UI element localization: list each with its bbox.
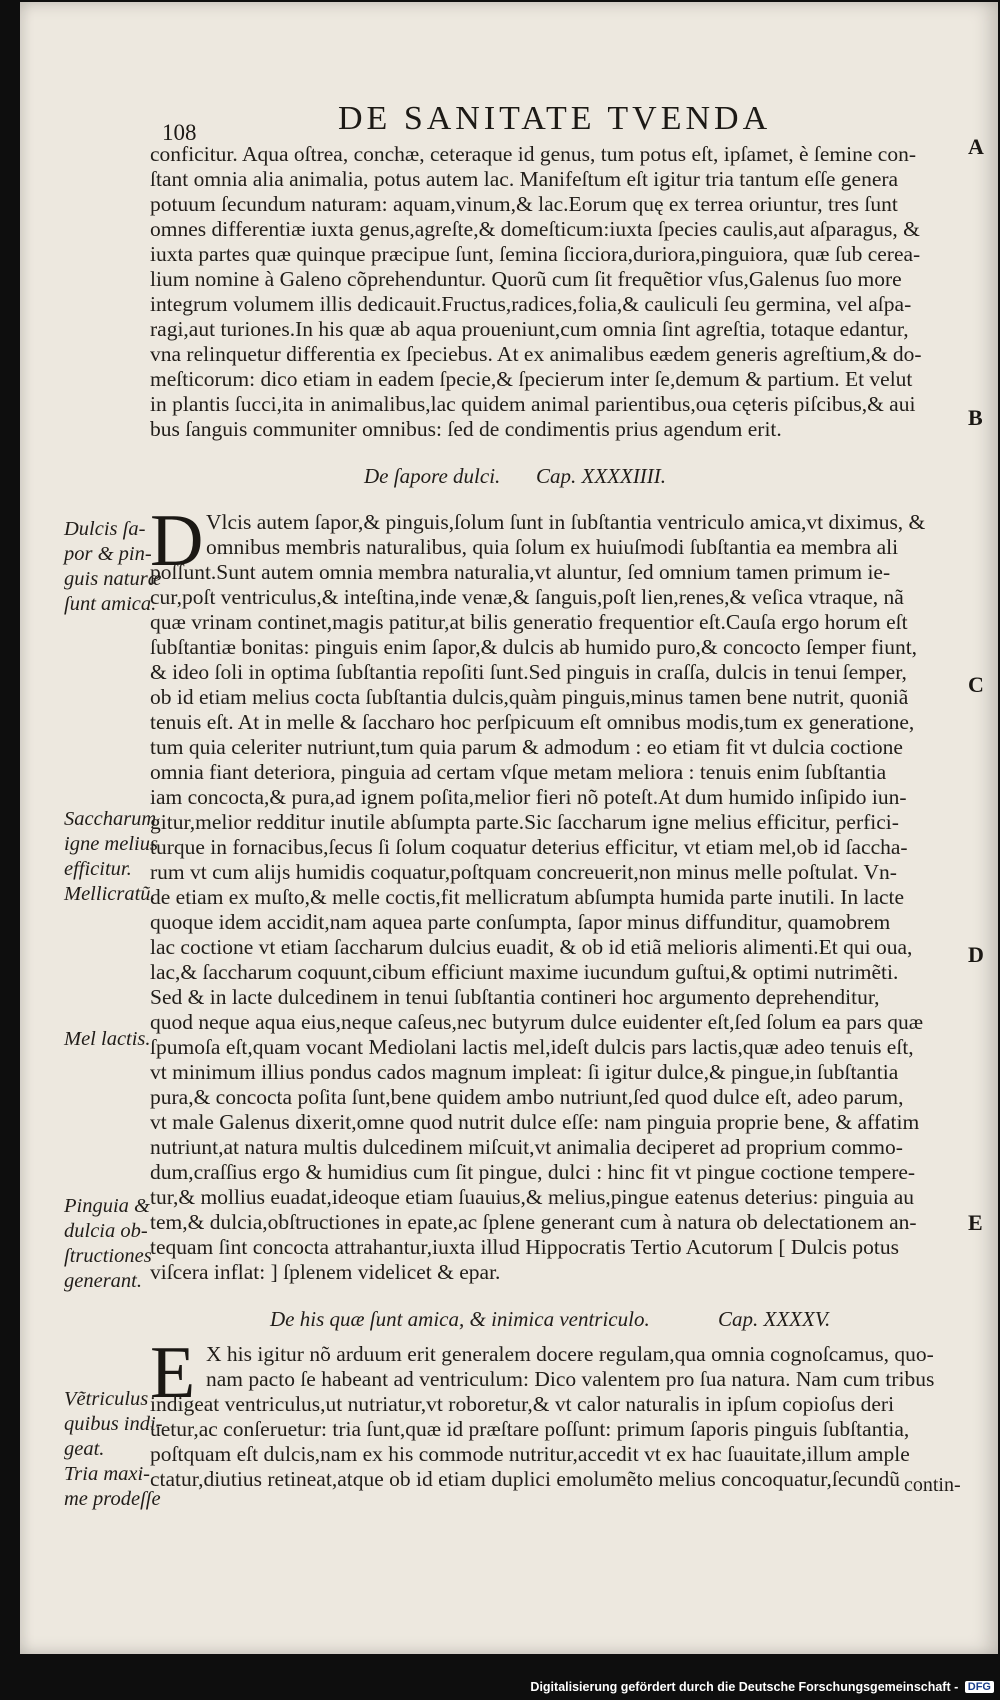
body-line: dum,craſſius ergo & humidius cum ſit pingue, dulci : hinc fit vt pingue coctione tempere-	[150, 1160, 916, 1184]
body-line: omnibus membris naturalibus, quia ſolum ex huiuſmodi ſubſtantia ea membra ali	[206, 535, 899, 559]
body-line: ctatur,diutius retineat,atque ob id etiam duplici emolumẽto melius concoquatur,ſecundũ	[150, 1467, 900, 1491]
body-line: lium nomine à Galeno cõprehenduntur. Quorũ cum ſit frequẽtior vſus,Galenus ſuo more	[150, 267, 902, 291]
digitization-credit	[530, 1680, 994, 1694]
body-line: omnia fiant deteriora, pinguia ad certam vſque metam meliora : tenuis enim ſubſtantia	[150, 760, 887, 784]
body-line: in plantis ſucci,ita in animalibus,lac quidem animal parientibus,oua cęteris piſcibus,& aui	[150, 392, 916, 416]
margin-note: ſunt amica.	[64, 593, 157, 615]
body-line: lac,& ſaccharum coquunt,cibum efficiunt maxime iucundum guſtui,& optimi nutrimẽti.	[150, 960, 899, 984]
body-line: cur,poſt ventriculus,& inteſtina,inde venæ,& ſanguis,poſt lien,renes,& veſica vtraque, nã	[150, 585, 904, 609]
body-line: iam concocta,& pura,ad ignem poſita,melior fieri nõ poteſt.At dum humido inſipido iun-	[150, 785, 907, 809]
body-line: ſpumoſa eſt,quam vocant Mediolani lactis mel,ideſt dulcis pars lactis,quæ adeo tenuis eſt,	[150, 1035, 914, 1059]
margin-letter: B	[968, 405, 983, 430]
body-line: tem,& dulcia,obſtructiones in epate,ac ſplene generant cum à natura ob delectationem an-	[150, 1210, 917, 1234]
body-line: conficitur. Aqua oſtrea, conchæ, ceteraque id genus, tum potus eſt, ipſamet, è ſemine con-	[150, 142, 917, 166]
body-line: integrum volumem illis dedicauit.Fructus,radices,folia,& cauliculi ſeu germina, vel aſpa-	[150, 292, 912, 316]
body-line: gitur,melior redditur inutile abſumpta parte.Sic ſaccharum igne melius efficitur, perfici-	[150, 810, 899, 834]
body-line: Vlcis autem ſapor,& pinguis,ſolum ſunt in ſubſtantia ventriculo amica,vt diximus, &	[206, 510, 926, 534]
chapter-title: De ſapore dulci.	[364, 464, 501, 488]
body-line: vt minimum illius pondus cados magnum impleat: ſi igitur dulce,& pingue,in ſubſtantia	[150, 1060, 899, 1084]
body-line: quoque idem accidit,nam aquea parte conſumpta, ſapor minus diffunditur, quamobrem	[150, 910, 891, 934]
drop-cap: D	[150, 500, 204, 582]
margin-note: Tria maxi-	[64, 1463, 150, 1485]
body-line: indigeat ventriculus,ut nutriatur,vt roboretur,& vt calor naturalis in ipſum copioſus deri	[150, 1392, 895, 1416]
body-line: nam pacto ſe habeant ad ventriculum: Dico valentem pro ſua natura. Nam cum tribus	[206, 1367, 935, 1391]
margin-note: por & pin-	[64, 543, 152, 565]
body-line: de etiam ex muſto,& melle coctis,fit mellicratum abſumpta humida parte inutili. In lacte	[150, 885, 905, 909]
margin-letter: C	[968, 672, 984, 697]
chapter-title: De his quæ ſunt amica, & inimica ventriculo.	[270, 1307, 650, 1331]
body-line: turque in fornacibus,ſecus ſi ſolum coquatur deterius efficitur, vt etiam mel,ob id ſaccha-	[150, 835, 908, 859]
body-line: tenuis eſt. At in melle & ſaccharo hoc perſpicuum eſt omnibus modis,tum ex generatione,	[150, 710, 915, 734]
chapter-heading	[364, 464, 784, 489]
margin-letter: E	[968, 1210, 983, 1235]
body-line: iuxta partes quæ quinque præcipue ſunt, ſemina ſicciora,duriora,pinguiora, quæ ſub cerea-	[150, 242, 921, 266]
margin-note: Mel lactis.	[64, 1028, 151, 1050]
margin-note: efficitur.	[64, 858, 132, 880]
margin-note: me prodeſſe	[64, 1488, 161, 1510]
margin-note: dulcia ob-	[64, 1220, 148, 1242]
book-page	[20, 2, 998, 1654]
body-line: meſticorum: dico etiam in eadem ſpecie,& ſpecierum inter ſe,demum & partium. Et velut	[150, 367, 913, 391]
margin-note: Pinguia &	[64, 1195, 150, 1217]
body-line: & ideo ſoli in optima ſubſtantia repoſiti ſunt.Sed pinguis in craſſa, dulcis in tenui ſemper,	[150, 660, 907, 684]
body-line: lac coctione vt etiam ſaccharum dulcius euadit, & ob id etiã melioris alimenti.Et qui oua,	[150, 935, 913, 959]
body-line: poſtquam eſt dulcis,nam ex his commode nutritur,accedit vt ex hac ſuauitate,illum ample	[150, 1442, 910, 1466]
margin-letter: A	[968, 134, 984, 159]
margin-note: Saccharum	[64, 808, 157, 830]
margin-note: geat.	[64, 1438, 105, 1460]
dfg-logo: DFG	[965, 1681, 994, 1693]
body-line: quod neque aqua eius,neque caſeus,nec butyrum dulce euidenter eſt,ſed ſolum ea pars quæ	[150, 1010, 924, 1034]
body-line: Sed & in lacte dulcedinem in tenui ſubſtantia contineri hoc argumento deprehenditur,	[150, 985, 880, 1009]
body-line: poſſunt.Sunt autem omnia membra naturalia,vt aluntur, ſed omnium tamen primum ie-	[150, 560, 891, 584]
body-line: viſcera inflat: ] ſplenem videlicet & epar.	[150, 1260, 501, 1284]
body-line: ſubſtantiæ bonitas: pinguis enim ſapor,& dulcis ab humido puro,& concocto ſemper fiunt,	[150, 635, 918, 659]
body-line: quæ vrinam continet,magis patitur,at bilis generatio frequentior eſt.Cauſa ergo horum eſt	[150, 610, 908, 634]
body-line: bus ſanguis communiter omnibus: ſed de condimentis prius agendum erit.	[150, 417, 782, 441]
margin-note: guis naturæ	[64, 568, 162, 590]
body-line: rum vt cum alijs humidis coquatur,poſtquam concreuerit,non minus melle poſtulat. Vn-	[150, 860, 897, 884]
body-line: ſtant omnia alia animalia, potus autem lac. Manifeſtum eſt igitur tria tantum eſſe genera	[150, 167, 899, 191]
margin-note: Dulcis ſa-	[64, 518, 146, 540]
margin-note: generant.	[64, 1270, 142, 1292]
body-line: vt male Galenus dixerit,omne quod nutrit dulce eſſe: nam pinguia proprie bene, & affatim	[150, 1110, 920, 1134]
chapter-number: Cap. XXXXIIII.	[536, 464, 667, 488]
body-line: tum quia celeriter nutriunt,tum quia parum & admodum : eo etiam fit vt dulcia coctione	[150, 735, 903, 759]
body-line: X his igitur nõ arduum erit generalem docere regulam,qua omnia cognoſcamus, quo-	[206, 1342, 934, 1366]
drop-cap: E	[150, 1332, 196, 1414]
margin-note: Mellicratũ.	[64, 883, 156, 905]
body-line: tequam ſint concocta attrahantur,iuxta illud Hippocratis Tertio Acutorum [ Dulcis potus	[150, 1235, 899, 1259]
body-line: tur,& mollius euadat,ideoque etiam ſuauius,& melius,pingue eatenus deterius: pinguia au	[150, 1185, 915, 1209]
credit-text: Digitalisierung gefördert durch die Deutsche Forschungsgemeinschaft -	[530, 1680, 959, 1694]
body-line: potuum ſecundum naturam: aquam,vinum,& lac.Eorum quę ex terrea oriuntur, tres ſunt	[150, 192, 898, 216]
body-line: ob id etiam melius cocta ſubſtantia dulcis,quàm pinguis,minus tamen bene nutrit, quoniã	[150, 685, 909, 709]
body-line: omnes differentiæ iuxta genus,agreſte,& domeſticum:iuxta ſpecies caulis,aut aſparagus, &	[150, 217, 920, 241]
body-line: nutriunt,at natura multis dulcedinem miſcuit,vt animalia deciperet ad proprium commo-	[150, 1135, 903, 1159]
body-line: vna relinquetur differentia ex ſpeciebus. At ex animalibus eædem generis agreſtium,& do-	[150, 342, 922, 366]
margin-letter: D	[968, 942, 984, 967]
margin-note: ſtructiones	[64, 1245, 152, 1267]
body-line: uetur,ac conſeruetur: tria ſunt,quæ id præſtare poſſunt: primum ſaporis pinguis ſubſtantia,	[150, 1417, 910, 1441]
margin-note: Vẽtriculus	[64, 1388, 149, 1410]
margin-note: igne melius	[64, 833, 158, 855]
body-line: ragi,aut turiones.In his quæ ab aqua proueniunt,cum omnia ſint agreſtia, totaque edantur,	[150, 317, 909, 341]
body-line: pura,& concocta poſita ſunt,bene quidem ambo nutriunt,ſed quod dulce eſt, adeo parum,	[150, 1085, 904, 1109]
catchword: contin-	[904, 1474, 961, 1496]
running-head: DE SANITATE TVENDA	[338, 100, 772, 137]
page-number: 108	[162, 120, 197, 145]
chapter-number: Cap. XXXXV.	[718, 1307, 831, 1331]
margin-note: quibus indi-	[64, 1413, 163, 1435]
chapter-heading	[270, 1307, 870, 1332]
